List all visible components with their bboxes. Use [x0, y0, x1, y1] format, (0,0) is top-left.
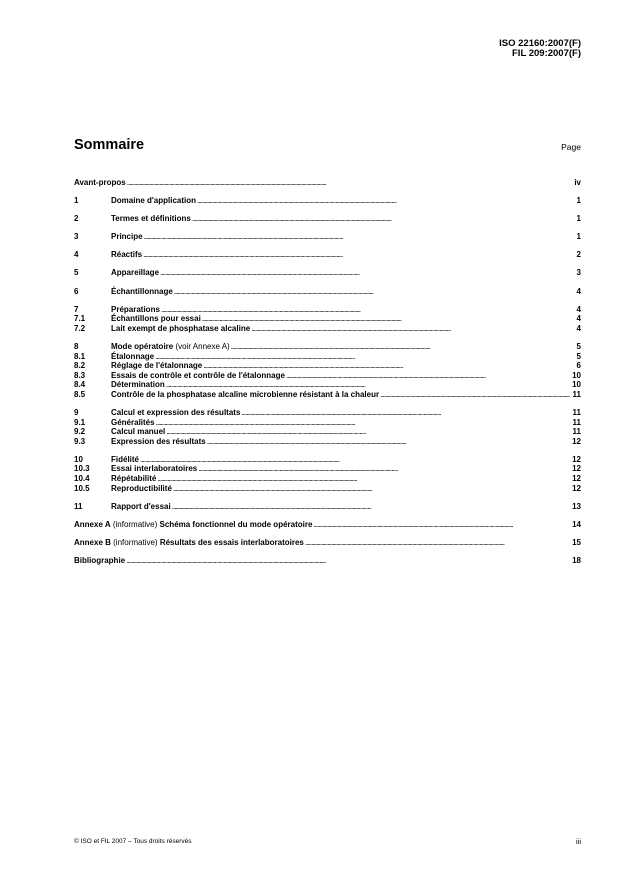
toc-entry-page: 3 — [576, 268, 581, 278]
toc-leader-dots — [203, 361, 570, 371]
toc-entry-title: Répétabilité — [111, 474, 157, 484]
toc-entry[interactable] — [74, 520, 581, 530]
toc-leader-dots — [144, 232, 570, 242]
toc-entry-title: Principe — [111, 232, 143, 242]
toc-entry-page: 11 — [572, 408, 581, 417]
toc-entry-page: 5 — [576, 351, 581, 361]
toc-leader-dots — [143, 250, 570, 260]
toc-entry-title: Annexe A — [74, 519, 111, 529]
toc-entry[interactable] — [74, 342, 581, 352]
toc-entry-number: 5 — [74, 268, 79, 278]
toc-entry-number: 11 — [74, 501, 83, 511]
toc-entry-title: Bibliographie — [74, 556, 126, 566]
toc-leader-dots — [166, 380, 570, 390]
toc-leader-dots — [305, 538, 570, 548]
toc-entry[interactable] — [74, 390, 581, 400]
toc-entry-number: 1 — [74, 196, 79, 206]
toc-entry-title: Contrôle de la phosphatase alcaline microbienne résistant à la chaleur — [111, 389, 380, 399]
toc-entry[interactable] — [74, 178, 581, 188]
toc-entry-number: 8.2 — [74, 361, 86, 371]
toc-entry[interactable] — [74, 437, 581, 447]
toc-entry-title: Termes et définitions — [111, 214, 191, 224]
toc-leader-dots — [251, 324, 570, 334]
toc-leader-dots — [172, 502, 570, 512]
toc-entry-title: Calcul manuel — [111, 427, 166, 437]
toc-leader-dots — [174, 287, 570, 297]
toc-entry-title: Préparations — [111, 304, 160, 314]
toc-leader-dots — [207, 437, 570, 447]
toc-entry-title: Fidélité — [111, 454, 140, 464]
toc-entry[interactable] — [74, 464, 581, 474]
toc-leader-dots — [380, 390, 570, 400]
toc-entry-number: 10.4 — [74, 474, 90, 484]
toc-entry[interactable] — [74, 250, 581, 260]
toc-entry-number: 7 — [74, 304, 79, 314]
toc-entry-number: 8.3 — [74, 370, 86, 380]
toc-entry-number: 8.1 — [74, 351, 86, 361]
toc-entry-title: Expression des résultats — [111, 436, 206, 446]
toc-leader-dots — [173, 484, 570, 494]
toc-entry-title: Domaine d'application — [111, 196, 197, 206]
toc-entry-page: 1 — [576, 214, 581, 224]
toc-entry[interactable] — [74, 196, 581, 206]
toc-entry-page: 10 — [572, 380, 581, 390]
toc-entry[interactable] — [74, 427, 581, 437]
toc-entry-number: 9.2 — [74, 427, 86, 437]
toc-entry-page: 15 — [572, 537, 581, 547]
toc-entry-page: 5 — [576, 341, 581, 351]
toc-leader-dots — [161, 305, 570, 315]
toc-entry-number: 9.1 — [74, 417, 86, 427]
toc-entry-title: Appareillage — [111, 268, 160, 278]
toc-leader-dots — [166, 427, 570, 437]
toc-leader-dots — [202, 314, 570, 324]
toc-entry-number: 10.3 — [74, 464, 90, 474]
toc-entry-number: 8.4 — [74, 380, 86, 390]
toc-leader-dots — [286, 371, 570, 381]
toc-entry-number: 6 — [74, 286, 79, 296]
toc-entry[interactable] — [74, 484, 581, 494]
toc-entry-title: Annexe B — [74, 537, 111, 547]
toc-entry-number: 7.1 — [74, 314, 86, 324]
toc-entry[interactable] — [74, 268, 581, 278]
toc-entry[interactable] — [74, 352, 581, 362]
toc-entry-title: Échantillonnage — [111, 286, 173, 296]
toc-entry[interactable] — [74, 556, 581, 566]
toc-entry-page: 1 — [576, 232, 581, 242]
toc-entry[interactable] — [74, 502, 581, 512]
toc-entry[interactable] — [74, 305, 581, 315]
toc-entry-number: 4 — [74, 250, 79, 260]
toc-entry-title: Détermination — [111, 380, 165, 390]
toc-leader-dots — [198, 464, 570, 474]
toc-entry[interactable] — [74, 287, 581, 297]
toc-entry-page: 12 — [572, 464, 581, 474]
toc-entry[interactable] — [74, 314, 581, 324]
toc-entry[interactable] — [74, 232, 581, 242]
toc-entry-page: iv — [574, 178, 581, 187]
header-iso-number: ISO 22160:2007(F) — [499, 38, 581, 49]
toc-entry[interactable] — [74, 455, 581, 465]
toc-entry[interactable] — [74, 418, 581, 428]
toc-entry-page: 4 — [576, 286, 581, 296]
toc-entry[interactable] — [74, 214, 581, 224]
toc-entry-subtitle: Schéma fonctionnel du mode opératoire — [159, 519, 313, 529]
toc-leader-dots — [160, 268, 570, 278]
toc-entry-page: 4 — [576, 314, 581, 324]
toc-entry[interactable] — [74, 380, 581, 390]
toc-entry[interactable] — [74, 361, 581, 371]
toc-entry-page: 12 — [572, 483, 581, 493]
toc-entry-title: Lait exempt de phosphatase alcaline — [111, 323, 251, 333]
toc-entry[interactable] — [74, 408, 581, 418]
toc-entry-page: 14 — [572, 519, 581, 529]
toc-entry-title: Rapport d'essai — [111, 501, 171, 511]
toc-leader-dots — [157, 474, 570, 484]
toc-entry-number: 9 — [74, 408, 79, 417]
toc-entry-note: (informative) — [110, 519, 160, 529]
toc-leader-dots — [313, 520, 570, 530]
toc-entry-number: 8 — [74, 341, 79, 351]
toc-entry-page: 2 — [576, 250, 581, 260]
toc-leader-dots — [197, 196, 570, 206]
toc-entry[interactable] — [74, 324, 581, 334]
toc-entry-number: 10 — [74, 454, 83, 464]
toc-leader-dots — [241, 408, 570, 418]
toc-entry[interactable] — [74, 474, 581, 484]
toc-entry-page: 10 — [572, 370, 581, 380]
toc-entry-title: Mode opératoire — [111, 341, 174, 351]
document-header — [499, 39, 581, 59]
toc-entry-number: 9.3 — [74, 436, 86, 446]
toc-entry[interactable] — [74, 538, 581, 548]
toc-entry-page: 4 — [576, 323, 581, 333]
toc-leader-dots — [231, 342, 570, 352]
toc-leader-dots — [156, 418, 570, 428]
toc-entry-page: 12 — [572, 454, 581, 464]
toc-entry-number: 7.2 — [74, 323, 86, 333]
toc-entry-number: 3 — [74, 232, 79, 242]
page-title: Sommaire — [74, 137, 145, 153]
toc-entry-page: 6 — [576, 361, 581, 371]
toc-entry-page: 11 — [572, 417, 581, 427]
toc-leader-dots — [155, 352, 570, 362]
toc-entry-title: Réglage de l'étalonnage — [111, 361, 203, 371]
toc-entry-page: 11 — [572, 389, 581, 399]
toc-entry-number: 8.5 — [74, 389, 86, 399]
toc-entry-page: 18 — [572, 556, 581, 566]
toc-leader-dots — [127, 178, 570, 188]
toc-entry-page: 12 — [572, 436, 581, 446]
toc-entry-note: (voir Annexe A) — [173, 341, 230, 351]
toc-entry-title: Essai interlaboratoires — [111, 464, 198, 474]
toc-entry-title: Généralités — [111, 417, 155, 427]
toc-entry-page: 11 — [572, 427, 581, 437]
toc-entry-page: 1 — [576, 196, 581, 206]
footer-page-number: iii — [576, 837, 581, 846]
toc-entry-title: Calcul et expression des résultats — [111, 408, 241, 417]
page-column-label: Page — [561, 142, 581, 152]
header-fil-number: FIL 209:2007(F) — [512, 48, 581, 59]
toc-entry-page: 4 — [576, 304, 581, 314]
toc-leader-dots — [126, 556, 570, 566]
footer-copyright: © ISO et FIL 2007 – Tous droits réservés — [74, 838, 192, 845]
table-of-contents — [74, 178, 581, 566]
toc-entry-page: 12 — [572, 474, 581, 484]
toc-entry-title: Échantillons pour essai — [111, 314, 201, 324]
toc-entry[interactable] — [74, 371, 581, 381]
toc-entry-title: Essais de contrôle et contrôle de l'étalonnage — [111, 370, 285, 380]
toc-entry-title: Étalonnage — [111, 351, 155, 361]
toc-leader-dots — [192, 214, 570, 224]
toc-entry-number: 10.5 — [74, 483, 90, 493]
toc-entry-subtitle: Résultats des essais interlaboratoires — [159, 537, 304, 547]
toc-entry-note: (informative) — [110, 537, 160, 547]
toc-entry-title: Réactifs — [111, 250, 143, 260]
toc-leader-dots — [140, 455, 570, 465]
toc-entry-number: 2 — [74, 214, 79, 224]
toc-entry-page: 13 — [572, 501, 581, 511]
toc-entry-title: Avant-propos — [74, 178, 126, 187]
toc-entry-title: Reproductibilité — [111, 483, 172, 493]
